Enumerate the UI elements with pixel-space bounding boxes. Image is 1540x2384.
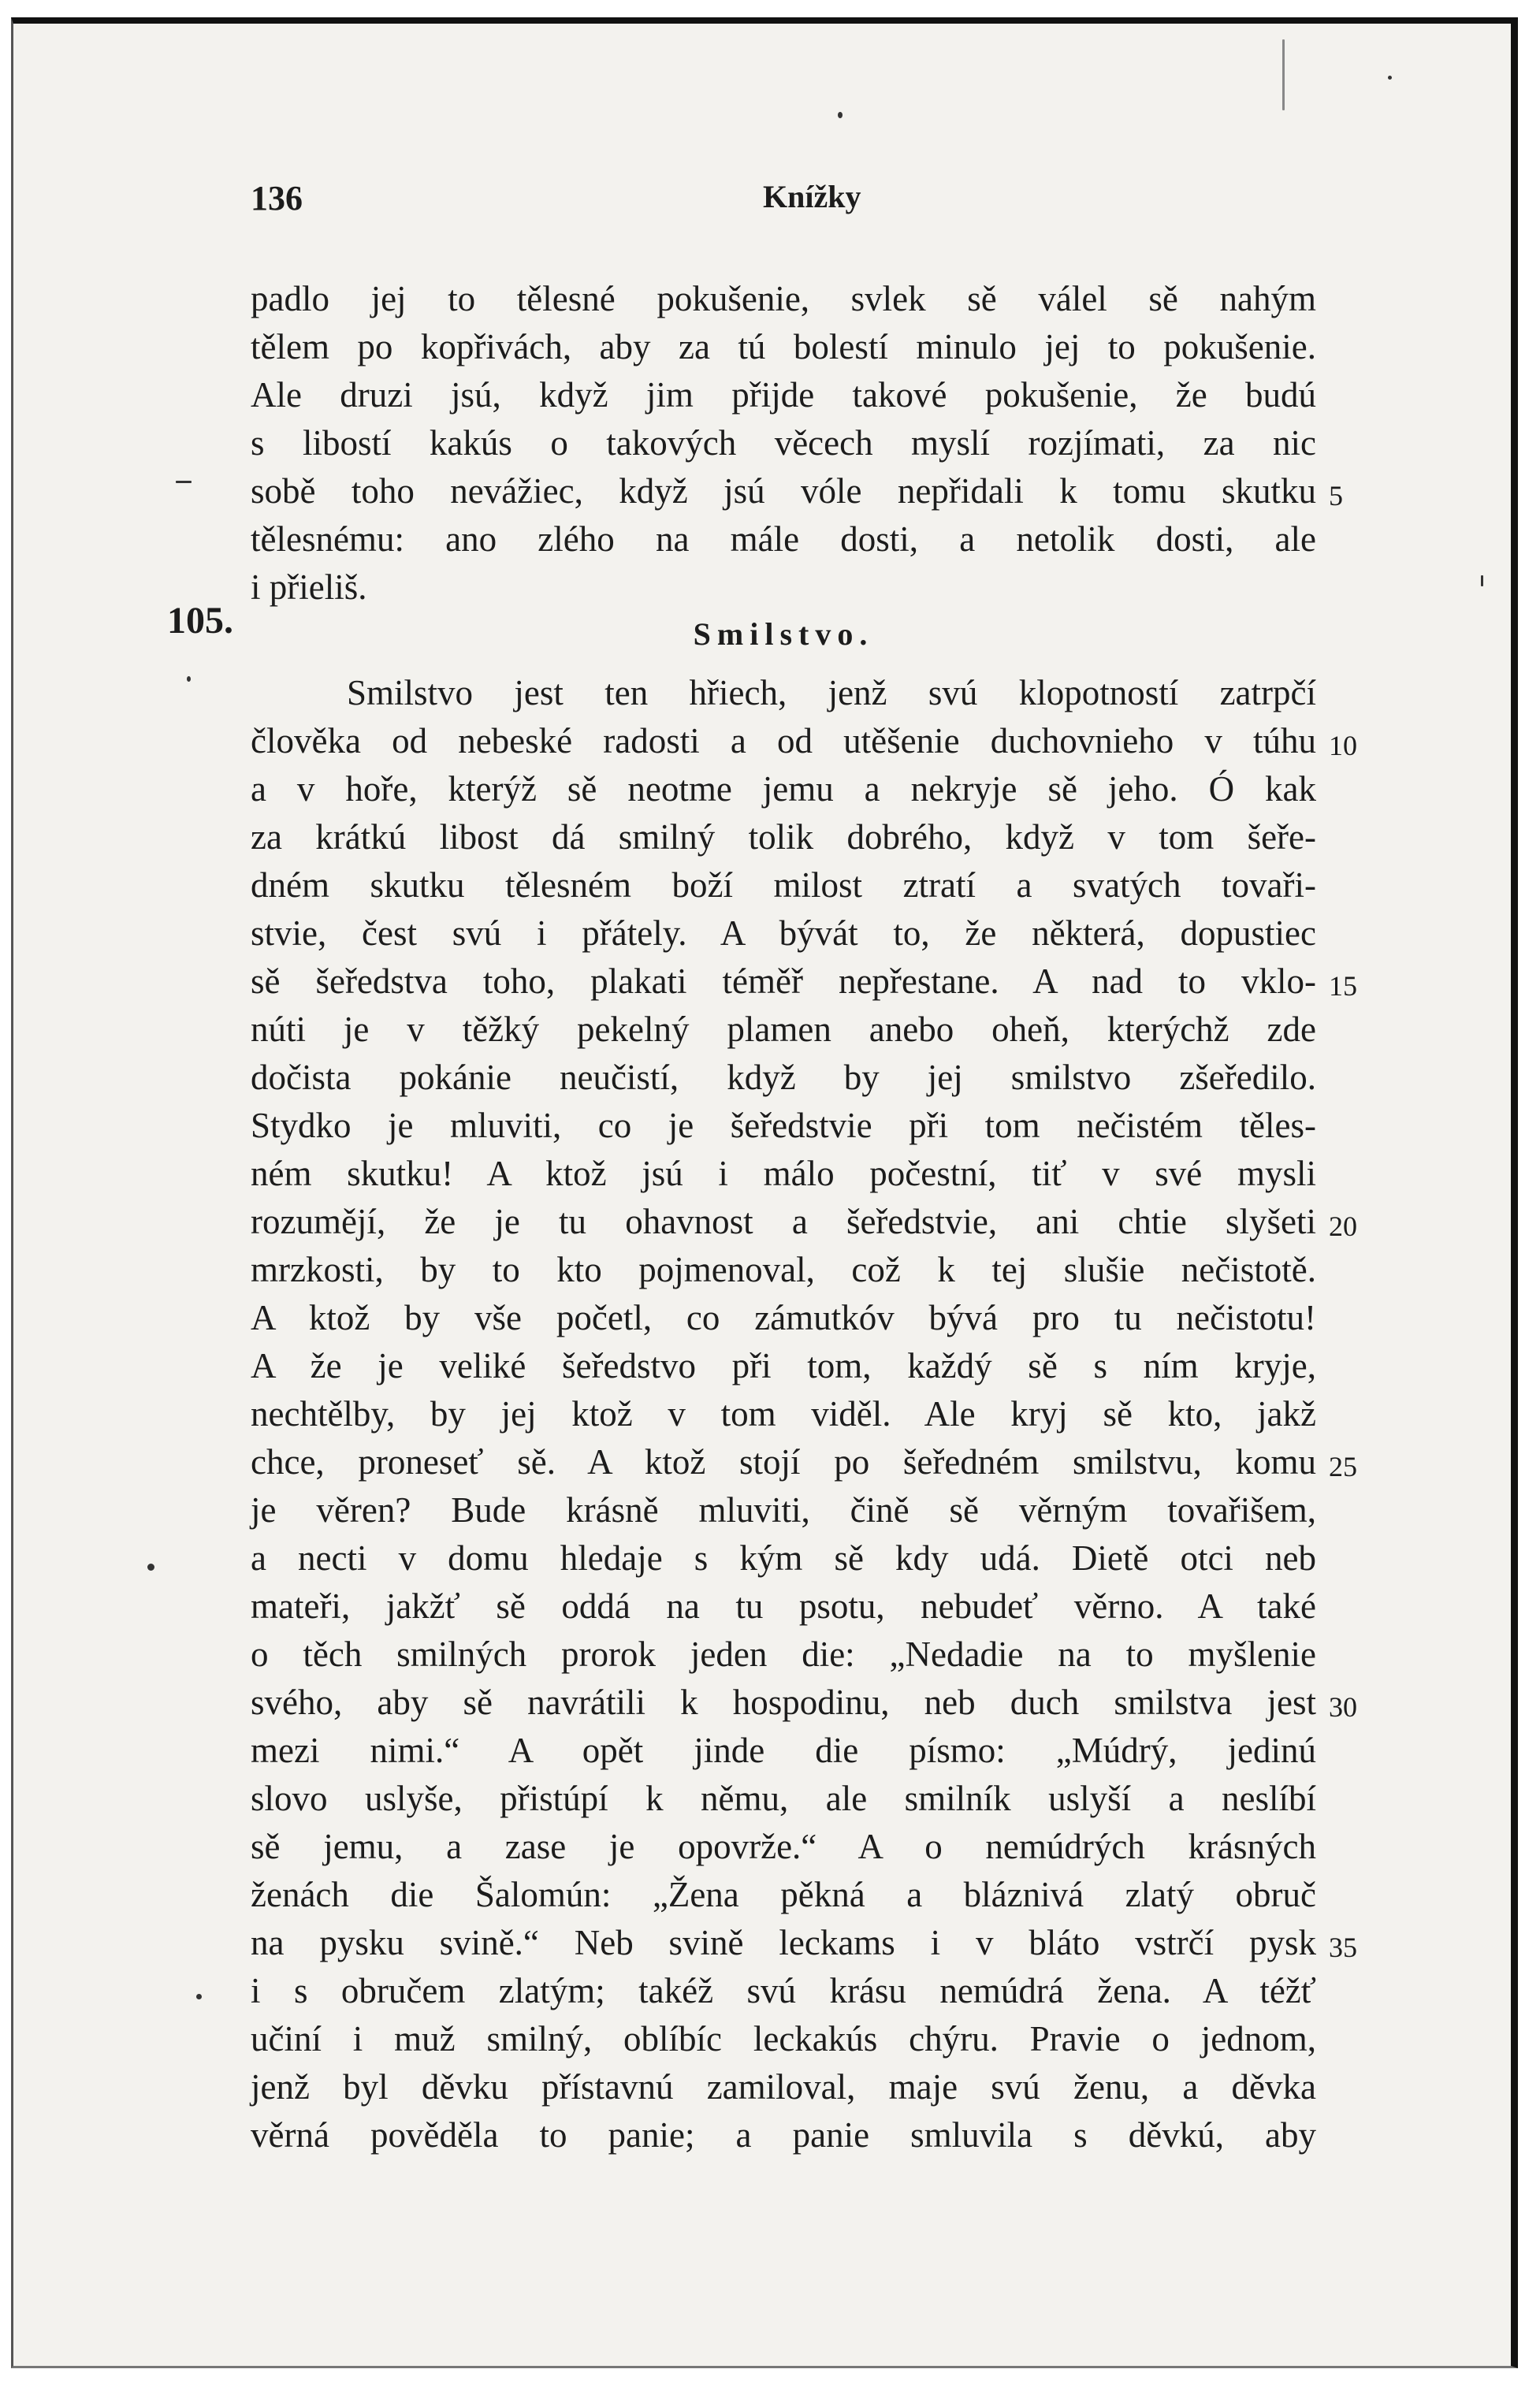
text-line: věrná pověděla to panie; a panie smluvila s děvkú, aby: [251, 2115, 1316, 2155]
text-line: Ale druzi jsú, když jim přijde takové pokušenie, že budú: [251, 375, 1316, 415]
text-line: sě jemu, a zase je opovrže.“ A o nemúdrých krásných: [251, 1827, 1316, 1866]
line-number: 15: [1329, 970, 1357, 1002]
text-line: ženách die Šalomún: „Žena pěkná a bláznivá zlatý obruč: [251, 1875, 1316, 1914]
ink-speck: [147, 1564, 154, 1571]
text-line: mateři, jakžť sě oddá na tu psotu, nebudeť věrno. A také: [251, 1586, 1316, 1626]
text-line: tělesnému: ano zlého na mále dosti, a netolik dosti, ale: [251, 519, 1316, 559]
ink-speck: [1481, 575, 1483, 586]
section-number: 105.: [167, 600, 233, 642]
text-line: rozumějí, že je tu ohavnost a šeředstvie, ani chtie slyšeti: [251, 1202, 1316, 1241]
line-number: 10: [1329, 730, 1357, 761]
ink-speck: [1388, 76, 1392, 80]
text-line: nechtělby, by jej ktož v tom viděl. Ale kryj sě kto, jakž: [251, 1394, 1316, 1434]
text-line: sobě toho nevážiec, když jsú vóle nepřidali k tomu skutku: [251, 471, 1316, 511]
text-line: tělem po kopřivách, aby za tú bolestí minulo jej to pokušenie.: [251, 327, 1316, 366]
text-line: s libostí kakús o takových věcech myslí rozjímati, za nic: [251, 423, 1316, 463]
line-number: 5: [1329, 480, 1343, 511]
text-line: A že je veliké šeředstvo při tom, každý sě s ním kryje,: [251, 1346, 1316, 1385]
running-head: Knížky: [763, 179, 861, 214]
text-line: padlo jej to tělesné pokušenie, svlek sě válel sě nahým: [251, 279, 1316, 318]
text-line: učiní i muž smilný, oblíbíc leckakús chýru. Pravie o jednom,: [251, 2019, 1316, 2059]
ink-speck: [838, 112, 843, 118]
text-line: a necti v domu hledaje s kým sě kdy udá. Dietě otci neb: [251, 1538, 1316, 1578]
text-line: ném skutku! A ktož jsú i málo počestní, tiť v své mysli: [251, 1154, 1316, 1193]
text-line: i s obručem zlatým; takéž svú krásu nemúdrá žena. A téžť: [251, 1971, 1316, 2010]
text-line: a v hoře, kterýž sě neotme jemu a nekryje sě jeho. Ó kak: [251, 769, 1316, 809]
text-line: dném skutku tělesném boží milost ztratí a svatých tovaři-: [251, 865, 1316, 905]
text-line: mrzkosti, by to kto pojmenoval, což k tej slušie nečistotě.: [251, 1250, 1316, 1289]
text-line: i přieliš.: [251, 567, 367, 607]
text-line: za krátkú libost dá smilný tolik dobrého, když v tom šeře-: [251, 817, 1316, 857]
text-line: slovo uslyše, přistúpí k němu, ale smilník uslyší a neslíbí: [251, 1779, 1316, 1818]
ink-speck: [176, 481, 192, 483]
text-line: na pysku svině.“ Neb svině leckams i v bláto vstrčí pysk: [251, 1923, 1316, 1962]
text-line: jenž byl děvku přístavnú zamiloval, maje svú ženu, a děvka: [251, 2067, 1316, 2107]
text-line: chce, pronesеť sě. A ktož stojí po šeředném smilstvu, komu: [251, 1442, 1316, 1482]
page-number: 136: [251, 179, 303, 218]
ink-speck: [1282, 39, 1285, 110]
text-line: dočista pokánie neučistí, když by jej smilstvo zšeředilo.: [251, 1058, 1316, 1097]
text-line: A ktož by vše početl, co zámutkóv bývá pro tu nečistotu!: [251, 1298, 1316, 1337]
text-line: je věren? Bude krásně mluviti, čině sě věrným tovařišem,: [251, 1490, 1316, 1530]
line-number: 25: [1329, 1451, 1357, 1482]
text-line: sě šeředstva toho, plakati téměř nepřestane. A nad to vklo-: [251, 961, 1316, 1001]
ink-speck: [196, 1994, 202, 1999]
line-number: 30: [1329, 1691, 1357, 1723]
line-number: 35: [1329, 1932, 1357, 1963]
page-header: [251, 178, 1322, 225]
text-line: svého, aby sě navrátili k hospodinu, neb duch smilstva jest: [251, 1683, 1316, 1722]
section-heading: Smilstvo.: [693, 616, 874, 652]
line-number: 20: [1329, 1211, 1357, 1242]
text-line: Smilstvo jest ten hřiech, jenž svú klopotností zatrpčí: [347, 673, 1316, 712]
text-line: o těch smilných prorok jeden die: „Nedadie na to myšlenie: [251, 1635, 1316, 1674]
text-line: stvie, čest svú i přátely. A bývát to, že některá, dopustiec: [251, 913, 1316, 953]
text-line: núti je v těžký pekelný plamen anebo oheň, kterýchž zde: [251, 1010, 1316, 1049]
text-line: člověka od nebeské radosti a od utěšenie duchovnieho v túhu: [251, 721, 1316, 761]
text-line: Stydko je mluviti, co je šeředstvie při tom nečistém těles-: [251, 1106, 1316, 1145]
text-line: mezi nimi.“ A opět jinde die písmo: „Múdrý, jedinú: [251, 1731, 1316, 1770]
ink-speck: [187, 676, 191, 682]
